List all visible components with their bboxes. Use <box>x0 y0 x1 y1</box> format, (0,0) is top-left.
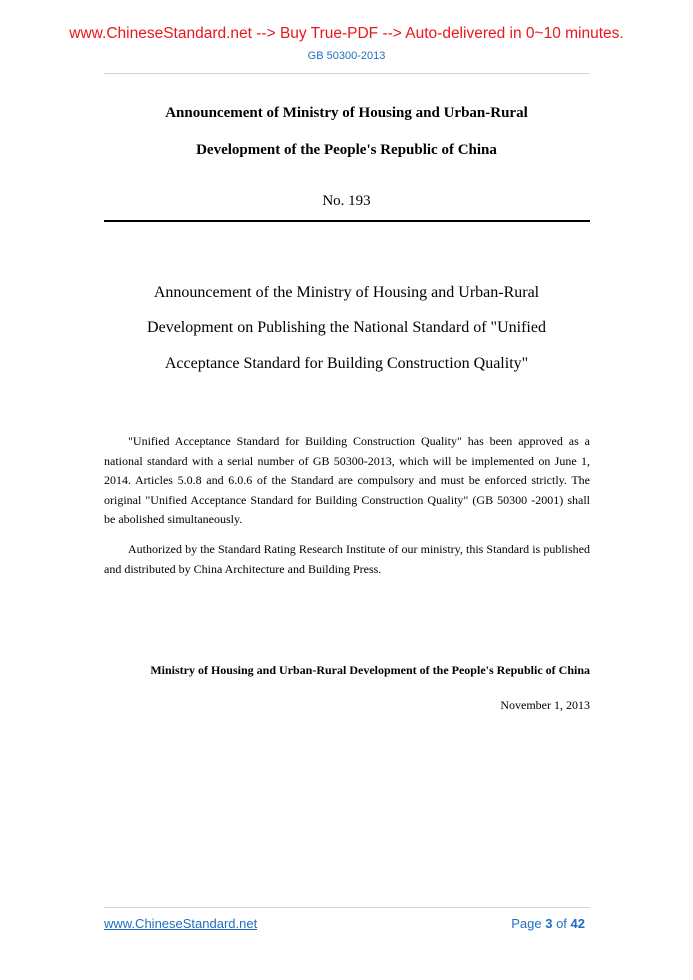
announcement-title-line-1: Announcement of Ministry of Housing and Urban-Rural <box>165 105 528 121</box>
page-current: 3 <box>545 916 553 931</box>
title-divider <box>104 220 590 222</box>
page-of-label: of <box>552 916 571 931</box>
header-divider <box>104 73 590 74</box>
announcement-title-line-2: Development of the People's Republic of China <box>196 142 497 158</box>
page-indicator <box>511 916 585 931</box>
announcement-number: No. 193 <box>322 193 371 209</box>
issuer-signature: Ministry of Housing and Urban-Rural Development of the People's Republic of China <box>150 663 590 677</box>
announcement-subtitle-line-1: Announcement of the Ministry of Housing and Urban-Rural <box>153 284 540 301</box>
body-paragraph-2: Authorized by the Standard Rating Research Institute of our ministry, this Standard is published and distributed by China Architecture and Building Press. <box>104 542 590 576</box>
issue-date: November 1, 2013 <box>500 698 590 712</box>
standard-code-header: GB 50300-2013 <box>307 50 386 62</box>
page-total: 42 <box>570 916 585 931</box>
footer-site-link[interactable]: www.ChineseStandard.net <box>104 916 258 931</box>
footer-divider <box>104 907 590 908</box>
announcement-subtitle-line-2: Development on Publishing the National Standard of "Unified <box>147 319 546 336</box>
announcement-subtitle-line-3: Acceptance Standard for Building Construction Quality" <box>164 355 529 372</box>
page-label: Page <box>511 916 546 931</box>
promo-banner-link[interactable]: www.ChineseStandard.net --> Buy True-PDF --> Auto-delivered in 0~10 minutes. <box>69 25 624 42</box>
body-paragraph-1: "Unified Acceptance Standard for Building Construction Quality" has been approved as a national standard with a serial number of GB 50300-2013, which will be implemented on June 1, 2014. Articles 5.0.8 and 6.0.6 of the Standard are compulsory and must be enforced strictly. The original "Unified Acceptance Standard for Building Construction Quality" (GB 50300 -2001) shall be abolished simultaneously. <box>104 434 590 526</box>
